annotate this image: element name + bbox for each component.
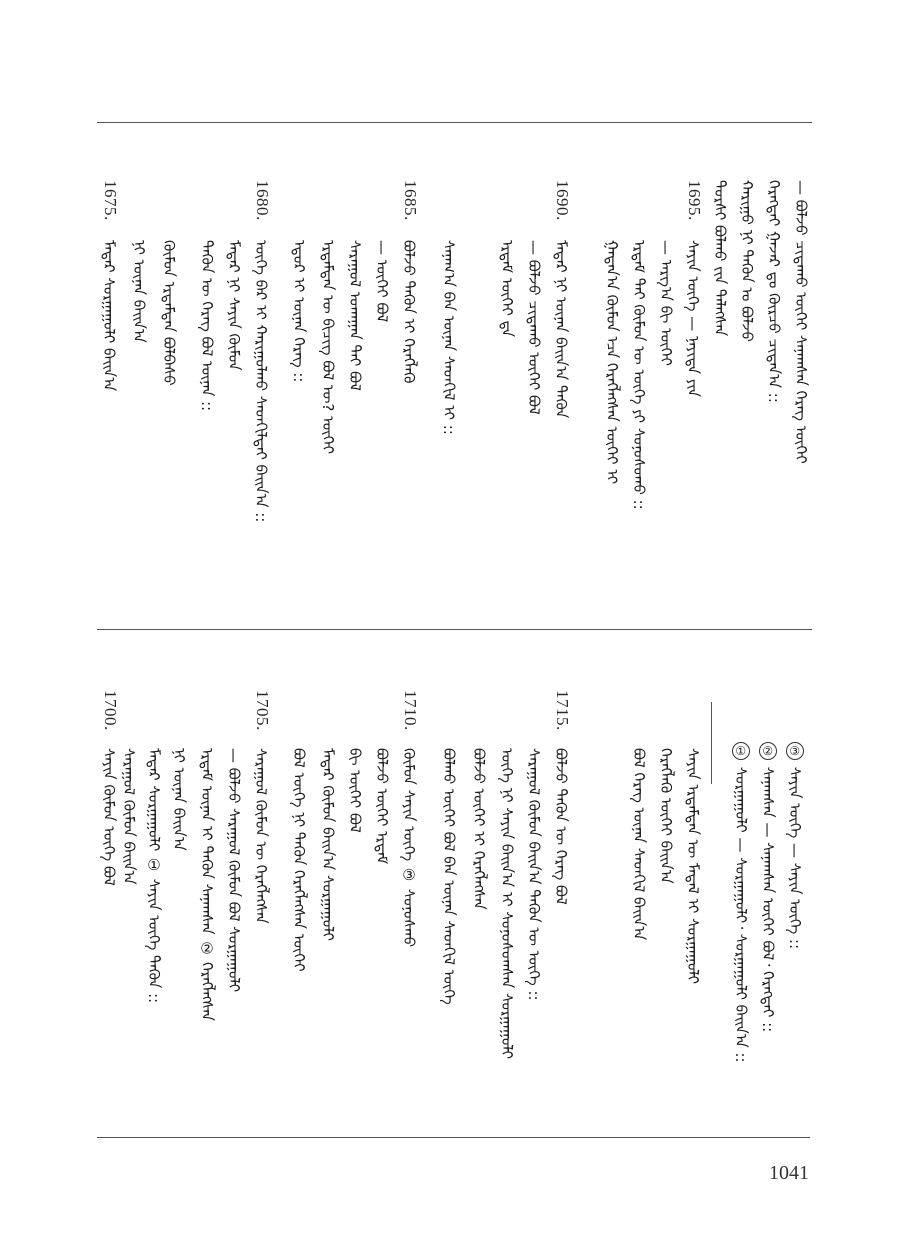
footnote-separator (711, 702, 712, 784)
bottom-line-3: ᠪᠣᠯ ᠬᠡᠷᠡᠭ ᠦᠨᠡᠨ ᠰᠡᠳᠬᠢᠯ ᠪᠠᠢᠨ᠎ᠠ (630, 748, 648, 941)
bottom-line-13: ᠪᠣᠯ ᠦᠭᠡ ᠨᠢ ᠲᠡᠭᠦᠨ ᠬᠡᠷᠡᠭᠯᠡᠭᠰᠡᠨ ᠦᠭᠡᠢ (290, 748, 308, 972)
footnote-3 (786, 740, 804, 949)
verse-number: 1715. (553, 690, 572, 731)
top-line-21: ᠬᠦᠮᠦᠨ ᠡᠷᠳᠡᠮᠲᠡᠨ ᠪᠣᠯᠪᠠᠰᠤ (160, 240, 178, 386)
top-line-6: — ᠠᠷᠭ᠎ᠠ ᠪᠢ ᠦᠭᠡᠢ (657, 240, 675, 366)
footnote-text: ᠰᠠᠶᠢᠨ ᠦᠭᠡ — ᠰᠠᠶᠢᠨ ᠦᠭᠡ :: (786, 766, 804, 950)
verse-number: 1675. (101, 180, 120, 221)
page-number: 1041 (769, 1162, 809, 1184)
top-line-5: ᠰᠠᠶᠢᠨ ᠦᠭᠡ — ᠨᠡᠶᠢᠲᠡ ᠶᠢᠨ (684, 240, 702, 397)
bottom-line-12: ᠮᠠᠳᠠᠷ ᠬᠦᠮᠦᠨ ᠪᠠᠢᠨ᠎ᠠ ᠰᠤᠷᠭᠠᠭᠤᠯᠢ (319, 748, 337, 941)
bottom-line-14: ᠰᠠᠷᠠᠭᠤᠯ ᠬᠦᠮᠦᠨ ᠦ ᠬᠡᠷᠡᠭᠯᠡᠭᠰᠡᠨ (252, 748, 270, 924)
footnote-1 (732, 740, 750, 1063)
top-rule (97, 122, 812, 123)
middle-rule (97, 629, 812, 630)
top-line-1: — ᠪᠣᠯᠵᠣ ᠴᠢᠳᠠᠬᠤ ᠦᠭᠡᠢ ᠰᠠᠨᠠᠭᠰᠠᠨ ᠬᠡᠷᠡᠭ ᠦᠭᠡᠢ (792, 180, 810, 464)
bottom-line-8: ᠪᠣᠯᠬᠤ ᠦᠭᠡᠢ ᠪᠣᠯ ᠪᠠᠨ ᠦᠨᠡᠨ ᠰᠡᠳᠬᠢᠯ ᠦᠭᠡ (440, 748, 458, 1005)
bottom-line-19: ᠰᠠᠷᠠᠭᠤᠯ ᠬᠦᠮᠦᠨ ᠪᠠᠢᠨ᠎ᠠ (120, 748, 138, 885)
top-line-14: — ᠦᠭᠡᠢ ᠪᠣᠯ (373, 240, 391, 323)
footnote-text: ᠰᠤᠷᠭᠠᠭᠤᠯᠢ — ᠰᠤᠷᠭᠠᠭᠤᠯᠢ᠂ ᠰᠤᠷᠭᠠᠭᠤᠯᠢ ᠪᠠᠢᠨ᠎ᠠ :: (732, 766, 750, 1063)
verse-number: 1710. (401, 690, 420, 731)
footnote-mark: ② (759, 742, 777, 760)
top-line-9: ᠮᠠᠳᠠᠷ ᠨᠢ ᠦᠨᠡᠨ ᠪᠠᠢᠨ᠎ᠠ ᠲᠡᠭᠦᠨ (552, 240, 570, 419)
top-line-19: ᠮᠠᠳᠠᠷ ᠨᠢ ᠰᠠᠶᠢᠨ ᠬᠦᠮᠦᠨ (225, 240, 243, 371)
top-line-12: ᠰᠠᠨᠠᠭ᠎ᠠ ᠪᠠᠨ ᠦᠨᠡᠨ ᠰᠡᠳᠬᠢᠯ ᠢ :: (440, 240, 458, 435)
top-line-17: ᠡᠳᠦᠷ ᠢ ᠦᠨᠡᠨ ᠬᠡᠷᠡᠭ :: (290, 240, 308, 383)
top-line-18: ᠦᠭᠡ ᠪᠡᠷ ᠢ ᠬᠠᠷᠢᠭᠤᠯᠬᠤ ᠰᠡᠳᠬᠢᠯᠲᠡᠢ ᠪᠠᠢᠨ᠎ᠠ :: (252, 240, 270, 523)
verse-number: 1685. (401, 180, 420, 221)
footnote-mark: ③ (786, 742, 804, 760)
verse-number: 1680. (253, 180, 272, 221)
top-line-15: ᠰᠠᠷᠠᠭᠤᠯ ᠤᠬᠠᠭᠠᠨ ᠲᠠᠢ ᠪᠣᠯ (346, 240, 364, 391)
bottom-line-4: ᠪᠣᠯᠵᠤ ᠲᠡᠭᠦᠨ ᠦ ᠬᠡᠷᠡᠭ ᠪᠣᠯ (552, 748, 570, 905)
bottom-line-6: ᠦᠭᠡ ᠨᠢ ᠰᠠᠶᠢᠨ ᠪᠠᠢᠨ᠎ᠠ ᠢ ᠰᠣᠨᠣᠰᠣᠭᠰᠠᠨ ᠰᠤᠷᠭᠠᠭᠤᠯᠢ (498, 748, 516, 1059)
top-line-13: ᠪᠣᠯᠵᠤ ᠲᠡᠭᠦᠨ ᠢ ᠬᠡᠷᠡᠭᠯᠡᠬᠦ (400, 240, 418, 384)
top-line-16: ᠡᠷᠳᠡᠮᠲᠡᠨ ᠦ ᠪᠢᠴᠢᠭ ᠪᠣᠯ ᠦ? ᠦᠭᠡᠢ (319, 240, 337, 455)
top-line-2: ᠬᠡᠷᠡᠭᠲᠡᠢ ᠭᠠᠵᠠᠷ ᠳᠤ ᠬᠦᠷᠴᠦ ᠴᠢᠳᠠᠨ᠎ᠠ :: (765, 180, 783, 403)
bottom-line-1: ᠰᠠᠶᠢᠨ ᠡᠷᠳᠡᠮᠲᠡᠨ ᠦ ᠮᠡᠳᠡᠯ ᠢ ᠰᠤᠷᠭᠠᠭᠤᠯᠢ (684, 748, 702, 985)
top-line-20: ᠲᠡᠭᠦᠨ ᠦ ᠬᠡᠷᠡᠭ ᠪᠣᠯ ᠦᠨᠡᠨ :: (198, 240, 216, 412)
footnote-mark: ① (732, 742, 750, 760)
bottom-line-10: ᠪᠣᠯᠵᠤ ᠦᠭᠡᠢ ᠡᠷᠳᠡᠮ (373, 748, 391, 865)
footnote-2 (759, 740, 777, 1032)
bottom-line-16: ᠡᠷᠳᠡᠮ ᠦᠨᠡᠨ ᠢ ᠲᠡᠭᠦᠨ ᠰᠠᠨᠠᠭᠰᠠᠨ ② ᠬᠡᠷᠡᠭᠯᠡᠭᠰᠡᠨ (198, 748, 216, 1022)
top-line-7: ᠡᠷᠳᠡᠮ ᠲᠡᠢ ᠬᠦᠮᠦᠨ ᠦ ᠦᠭᠡ ᠶᠢ ᠰᠣᠨᠣᠰᠣᠬᠤ :: (630, 240, 648, 510)
bottom-line-2: ᠬᠡᠷᠡᠭᠯᠡᠬᠦ ᠦᠭᠡᠢ ᠪᠠᠢᠨ᠎ᠠ (657, 748, 675, 884)
bottom-line-18: ᠮᠠᠳᠠᠷ ᠰᠤᠷᠭᠠᠭᠤᠯᠢ ① ᠰᠠᠶᠢᠨ ᠦᠭᠡ ᠲᠡᠭᠦᠨ :: (145, 748, 163, 1004)
top-line-3: ᠬᠠᠷᠢᠭᠤ ᠨᠢ ᠲᠡᠭᠦᠨ ᠤ ᠪᠣᠯᠵᠤ (738, 180, 756, 342)
top-line-4: ᠲᠤᠷᠰᠢ ᠪᠣᠯᠬᠤ ᠵᠢᠨ ᠲᠡᠯᠡᠭᠰᠡᠨ (711, 180, 729, 337)
bottom-line-9: ᠬᠦᠮᠦᠨ ᠰᠠᠶᠢᠨ ᠦᠭᠡ ③ ᠰᠣᠨᠣᠰᠬᠤ (400, 748, 418, 948)
top-line-11: ᠡᠷᠳᠡᠮ ᠦᠭᠡᠢ ᠳᠡ (498, 240, 516, 338)
bottom-line-17: ᠨᠢ ᠦᠨᠡᠨ ᠪᠠᠢᠨ᠎ᠠ (170, 748, 188, 851)
verse-number: 1700. (101, 690, 120, 731)
bottom-line-7: ᠪᠣᠯᠵᠤ ᠦᠭᠡᠢ ᠢ ᠬᠡᠷᠡᠭᠯᠡᠭᠰᠡᠨ (470, 748, 488, 910)
footnote-text: ᠰᠠᠨᠠᠭᠰᠠᠨ — ᠰᠠᠨᠠᠭᠰᠠᠨ ᠦᠭᠡᠢ ᠪᠣᠯ᠂ ᠬᠡᠷᠡᠭᠲᠡᠢ :: (759, 766, 777, 1033)
top-line-8: ᠭᠠᠳᠠᠨ᠎ᠠ ᠬᠦᠮᠦᠨ ᠡᠴᠡ ᠬᠡᠷᠡᠭᠯᠡᠭᠰᠡᠨ ᠦᠭᠡᠢ ᠢ (603, 240, 621, 485)
bottom-line-5: ᠰᠠᠷᠠᠭᠤᠯ ᠬᠦᠮᠦᠨ ᠪᠠᠢᠨ᠎ᠠ ᠲᠡᠭᠦᠨ ᠦ ᠦᠭᠡ :: (525, 748, 543, 1001)
verse-number: 1705. (253, 690, 272, 731)
top-line-23: ᠮᠠᠳᠠᠷ ᠰᠤᠷᠭᠠᠭᠤᠯᠢ ᠪᠠᠢᠨ᠎ᠠ (100, 240, 118, 392)
bottom-rule (97, 1137, 810, 1138)
verse-number: 1695. (685, 180, 704, 221)
top-line-22: ᠨᠢ ᠦᠨᠡᠨ ᠪᠠᠢᠨ᠎ᠠ (130, 240, 148, 343)
top-line-10: — ᠪᠣᠯᠵᠤ ᠴᠢᠳᠠᠬᠤ ᠦᠭᠡᠢ ᠪᠣᠯ (525, 240, 543, 415)
bottom-line-20: ᠰᠠᠶᠢᠨ ᠬᠦᠮᠦᠨ ᠦᠭᠡ ᠪᠣᠯ (100, 748, 118, 886)
bottom-line-15: — ᠪᠣᠯᠵᠤ ᠰᠠᠷᠠᠭᠤᠯ ᠬᠦᠮᠦᠨ ᠪᠣᠯ ᠰᠤᠷᠭᠠᠭᠤᠯᠢ (225, 748, 243, 993)
bottom-line-11: ᠪᠢ ᠦᠭᠡᠢ ᠪᠣᠯ (346, 748, 364, 833)
verse-number: 1690. (553, 180, 572, 221)
